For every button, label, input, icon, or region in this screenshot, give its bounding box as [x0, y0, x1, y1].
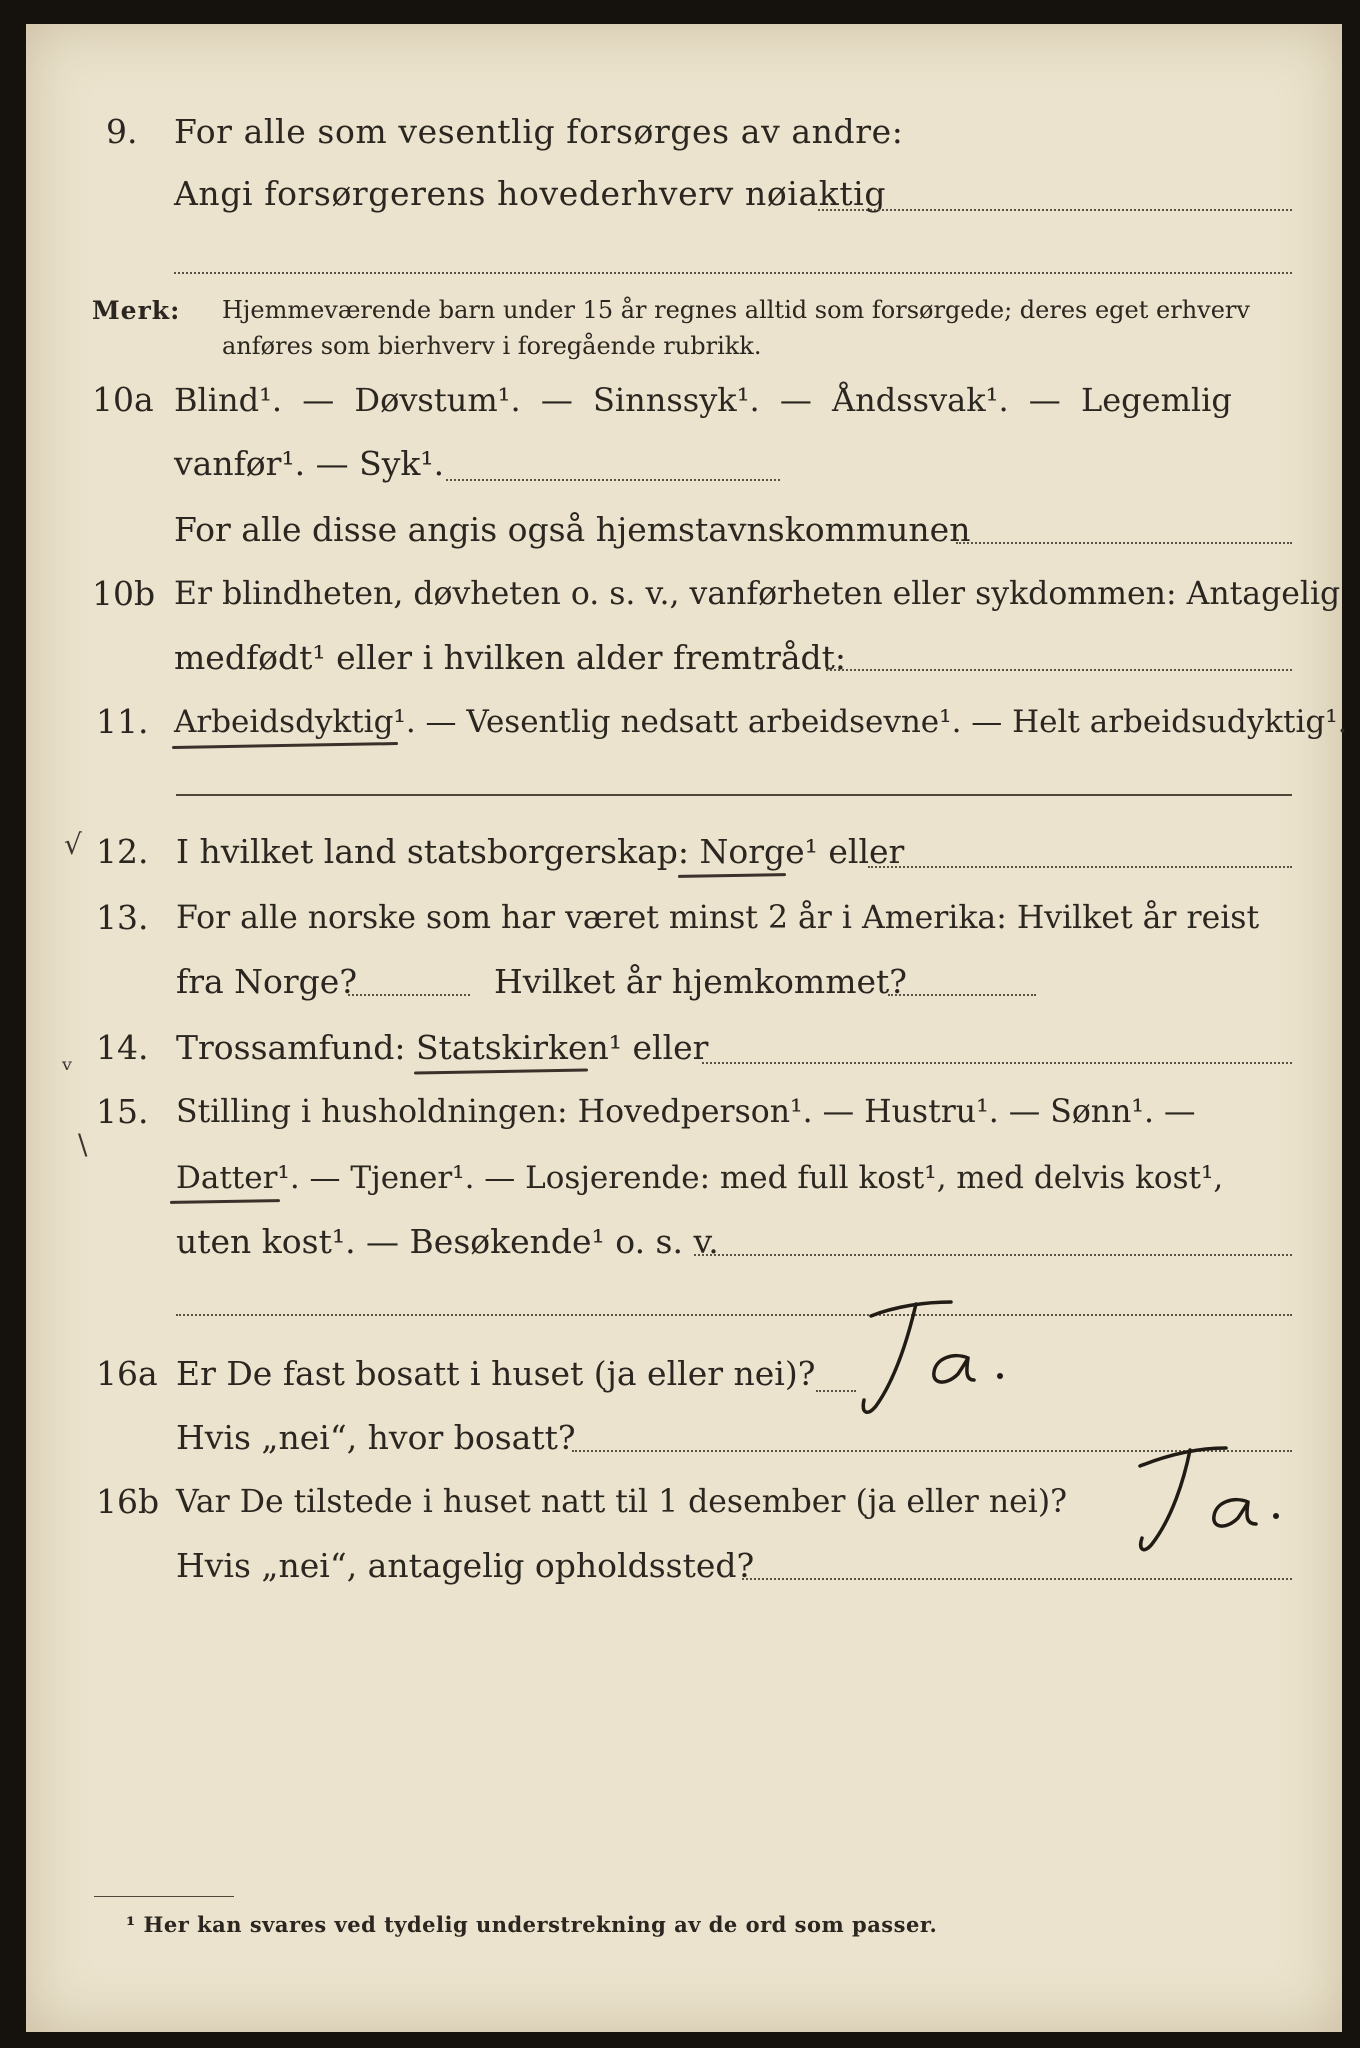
handwriting-ja-16a: [816, 1288, 1016, 1438]
q11-answer-line[interactable]: [176, 794, 1292, 796]
q12-number: 12.: [96, 832, 149, 871]
q10b-line2: medfødt¹ eller i hvilken alder fremtrådt:: [174, 638, 847, 677]
q10b-number: 10b: [92, 574, 156, 613]
q16b-number: 16b: [96, 1482, 160, 1521]
q12-underline-norge: [678, 873, 786, 878]
q11-number: 11.: [96, 702, 149, 741]
q16a-line1: Er De fast bosatt i huset (ja eller nei)?: [176, 1354, 816, 1393]
q10a-line3: For alle disse angis også hjemstavnskommunen: [174, 510, 971, 549]
q14-answer-line[interactable]: [702, 1062, 1292, 1064]
q10b-line1: Er blindheten, døvheten o. s. v., vanførheten eller sykdommen: Antagelig: [174, 576, 1341, 612]
q10a-number: 10a: [92, 380, 154, 419]
footnote-rule: [94, 1896, 234, 1897]
q16a-handwritten-answer: [816, 1288, 1016, 1442]
q13-reist-line[interactable]: [348, 994, 470, 996]
q9-number: 9.: [106, 112, 138, 151]
check-mark-15: \: [78, 1128, 88, 1161]
q15-underline-datter: [170, 1199, 280, 1204]
q13-line2a: fra Norge?: [176, 962, 358, 1001]
q15-extra-line[interactable]: [176, 1314, 1292, 1316]
q16a-number: 16a: [96, 1354, 158, 1393]
q13-line1: For alle norske som har været minst 2 år i Amerika: Hvilket år reist: [176, 900, 1260, 936]
q16b-line2: Hvis „nei“, antagelig opholdssted?: [176, 1546, 755, 1585]
merk-line1: Hjemmeværende barn under 15 år regnes alltid som forsørgede; deres eget erhverv: [222, 296, 1250, 324]
q13-line2b: Hvilket år hjemkommet?: [494, 962, 907, 1001]
check-mark-12: √: [64, 828, 82, 861]
q9-line1: For alle som vesentlig forsørges av andre:: [174, 112, 904, 151]
q15-line3: uten kost¹. — Besøkende¹ o. s. v.: [176, 1222, 719, 1261]
merk-line2: anføres som bierhverv i foregående rubrikk.: [222, 332, 762, 360]
q15-answer-line[interactable]: [694, 1254, 1292, 1256]
q10a-answer-line[interactable]: [446, 479, 780, 481]
q16b-opholdssted-line[interactable]: [742, 1578, 1292, 1580]
check-mark-14: ᵥ: [62, 1044, 73, 1077]
footnote-text: ¹ Her kan svares ved tydelig understrekning av de ord som passer.: [126, 1912, 938, 1937]
q12-line1: I hvilket land statsborgerskap: Norge¹ eller: [176, 832, 905, 871]
census-form-page: [26, 24, 1348, 2032]
q10a-kommune-line[interactable]: [956, 542, 1292, 544]
q15-number: 15.: [96, 1092, 149, 1131]
q16b-handwritten-answer: [1100, 1434, 1290, 1578]
q14-number: 14.: [96, 1028, 149, 1067]
q12-answer-line[interactable]: [868, 866, 1292, 868]
q9-extra-line[interactable]: [174, 272, 1292, 274]
q10a-line1: Blind¹. — Døvstum¹. — Sinnssyk¹. — Åndssvak¹. — Legemlig: [174, 381, 1232, 419]
q9-line2: Angi forsørgerens hovederhverv nøiaktig: [174, 174, 887, 213]
q10a-line2: vanfør¹. — Syk¹.: [174, 444, 445, 483]
q11-underline-arbeidsdyktig: [172, 742, 398, 749]
q11-line1: Arbeidsdyktig¹. — Vesentlig nedsatt arbeidsevne¹. — Helt arbeidsudyktig¹.: [174, 704, 1348, 740]
q15-line2: Datter¹. — Tjener¹. — Losjerende: med full kost¹, med delvis kost¹,: [176, 1160, 1224, 1196]
q13-number: 13.: [96, 898, 149, 937]
q9-answer-line[interactable]: [818, 209, 1292, 211]
q15-line1: Stilling i husholdningen: Hovedperson¹. — Hustru¹. — Sønn¹. —: [176, 1094, 1196, 1130]
q16b-line1: Var De tilstede i huset natt til 1 desember (ja eller nei)?: [176, 1484, 1068, 1520]
handwriting-ja-16b: [1100, 1434, 1290, 1574]
q14-underline-statskirken: [414, 1068, 588, 1074]
merk-label: Merk:: [92, 296, 181, 325]
q10b-answer-line[interactable]: [826, 669, 1292, 671]
q13-hjemkommet-line[interactable]: [888, 994, 1036, 996]
q16a-line2: Hvis „nei“, hvor bosatt?: [176, 1418, 576, 1457]
q14-line1: Trossamfund: Statskirken¹ eller: [176, 1028, 709, 1067]
